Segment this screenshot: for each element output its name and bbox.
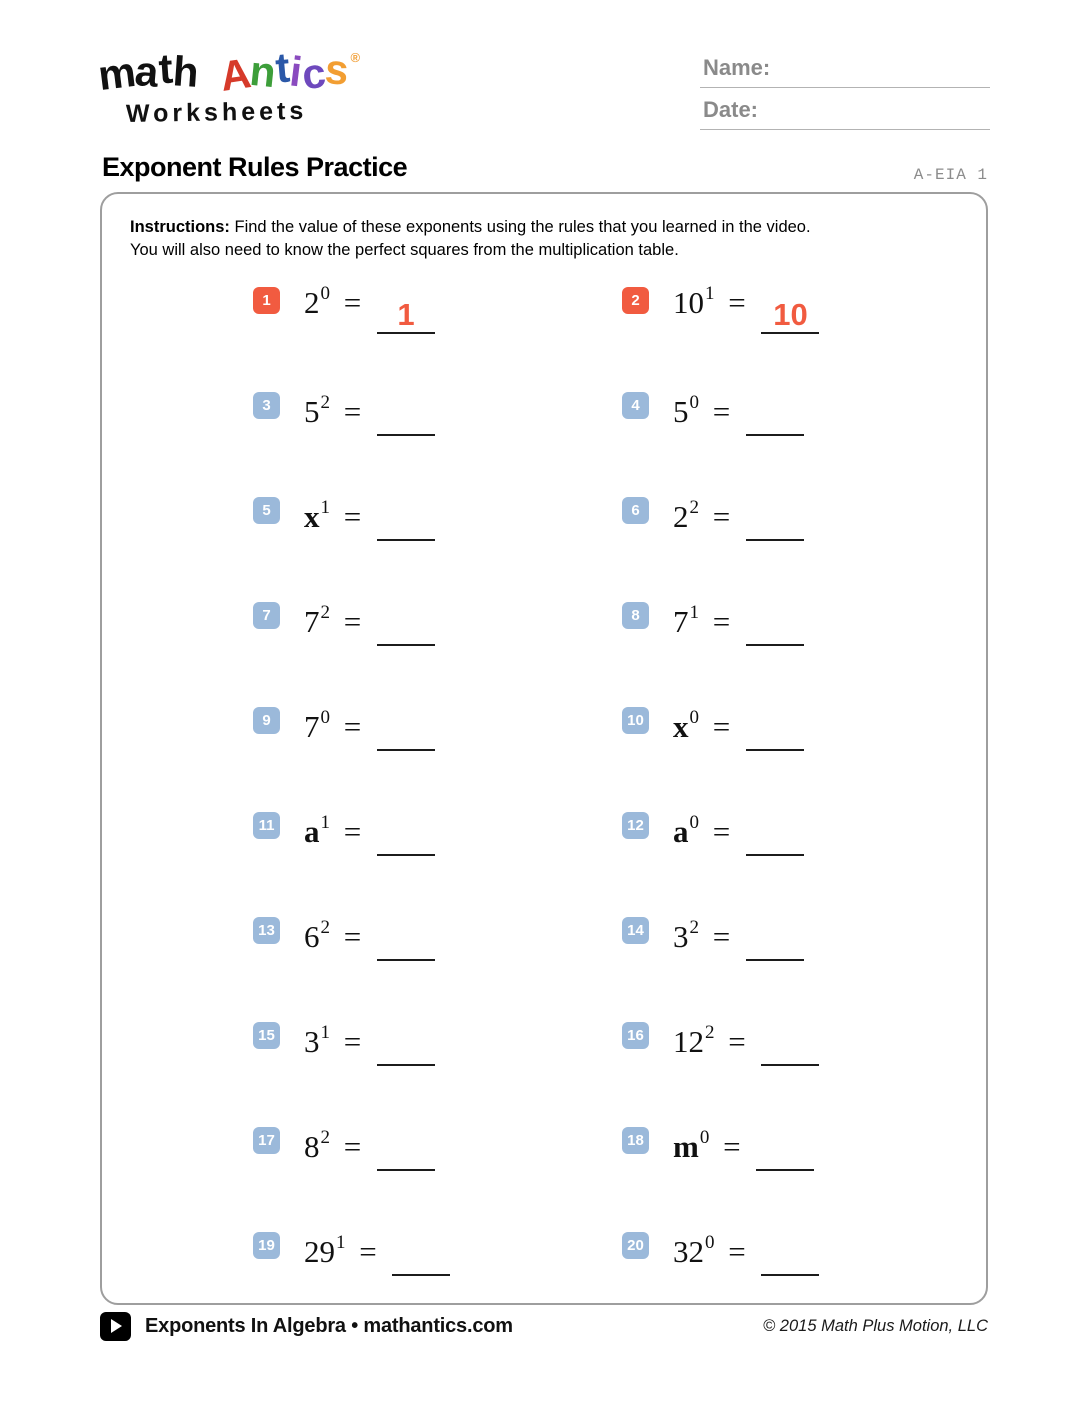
problem-expression [304,592,435,640]
problem-cell [544,668,986,773]
exponent-power: 2 [689,917,699,939]
registered-trademark-symbol: ® [350,50,361,65]
equals-sign: = [336,813,369,849]
problem-number-badge: 5 [253,497,280,524]
equals-sign: = [336,708,369,744]
problem-cell [102,1088,544,1193]
problem-expression [673,382,804,430]
equals-sign: = [336,918,369,954]
logo-letter: t [156,44,175,93]
exponent-base: m [673,1128,699,1164]
exponent-power: 1 [320,812,330,834]
problem-cell [544,563,986,668]
problem-cell [102,458,544,563]
problem-number-badge: 17 [253,1127,280,1154]
problem-number-badge: 16 [622,1022,649,1049]
play-triangle-icon [111,1319,122,1333]
answer-blank[interactable] [746,709,804,751]
problem-cell [544,353,986,458]
instructions-line1: Find the value of these exponents using the rules that you learned in the video. [234,218,811,236]
logo-letter: A [217,49,254,100]
footer-video-reference [145,1315,513,1338]
worksheet-code: A-EIA 1 [913,166,988,184]
exponent-base: 5 [673,393,689,429]
equals-sign: = [336,1023,369,1059]
exponent-base: 10 [673,284,704,320]
logo-letter: c [299,48,328,99]
footer-separator-bullet: • [351,1315,359,1337]
problem-number-badge: 9 [253,707,280,734]
answer-blank[interactable] [377,709,435,751]
exponent-base: 7 [304,708,320,744]
equals-sign: = [336,603,369,639]
problems-section [102,248,986,1298]
date-input-line[interactable] [700,129,990,130]
exponent-base: 7 [304,603,320,639]
answer-blank[interactable] [761,1234,819,1276]
problem-cell [544,983,986,1088]
problem-expression [673,1012,819,1060]
math-antics-logo [95,43,361,129]
answer-blank[interactable] [377,499,435,541]
handwritten-answer: 10 [773,296,808,332]
problem-expression [673,1222,819,1270]
problem-expression [673,592,804,640]
exponent-power: 1 [689,602,699,624]
answer-blank[interactable] [761,292,819,334]
problem-number-badge: 8 [622,602,649,629]
exponent-power: 2 [689,497,699,519]
equals-sign: = [705,498,738,534]
logo-letter: a [133,47,161,96]
exponent-power: 0 [689,707,699,729]
problem-expression [304,697,435,745]
problem-number-badge: 3 [253,392,280,419]
logo-worksheets-label: Worksheets [125,96,308,129]
exponent-power: 0 [699,1127,710,1149]
problems-grid [102,248,986,1298]
logo-math-word [95,44,201,100]
answer-blank[interactable] [756,1129,814,1171]
exponent-base: a [673,813,689,849]
problem-number-badge: 12 [622,812,649,839]
answer-blank[interactable] [377,604,435,646]
problem-expression [304,802,435,850]
problem-cell [544,458,986,563]
answer-blank[interactable] [377,292,435,334]
equals-sign: = [705,393,738,429]
logo-wordmark [95,43,361,100]
equals-sign: = [715,1128,749,1164]
problem-cell [102,353,544,458]
footer [100,1312,988,1341]
footer-site-link[interactable]: mathantics.com [363,1315,513,1337]
name-label: Name: [703,55,771,80]
exponent-base: 29 [304,1233,335,1269]
problem-cell [544,1193,986,1298]
problem-cell [102,563,544,668]
problem-expression [304,1222,450,1270]
answer-blank[interactable] [746,394,804,436]
exponent-base: 3 [304,1023,320,1059]
problem-cell [102,1193,544,1298]
name-input-line[interactable] [700,87,990,88]
logo-letter: i [287,47,305,96]
equals-sign: = [720,284,754,320]
worksheet-body-box [100,192,988,1305]
problem-cell [102,668,544,773]
problem-cell [102,983,544,1088]
exponent-base: 2 [304,284,320,320]
problem-cell [544,773,986,878]
problem-number-badge: 10 [622,707,649,734]
exponent-base: 7 [673,603,689,639]
exponent-power: 1 [320,1022,330,1044]
equals-sign: = [351,1233,385,1269]
handwritten-answer: 1 [397,296,415,332]
play-video-icon [100,1312,131,1341]
exponent-power: 2 [320,392,330,414]
footer-video-title: Exponents In Algebra [145,1315,346,1337]
answer-blank[interactable] [746,499,804,541]
equals-sign: = [720,1233,754,1269]
problem-cell [544,1088,986,1193]
answer-blank[interactable] [746,919,804,961]
problem-expression [673,907,804,955]
answer-blank[interactable] [377,1024,435,1066]
equals-sign: = [705,708,738,744]
page-title: Exponent Rules Practice [102,152,408,182]
problem-number-badge: 18 [622,1127,649,1154]
answer-blank[interactable] [746,814,804,856]
problem-cell [102,773,544,878]
instructions-line2: You will also need to know the perfect squares from the multiplication table. [130,241,679,259]
answer-blank[interactable] [377,394,435,436]
exponent-power: 2 [705,1022,715,1044]
problem-expression [304,382,435,430]
problem-cell [102,248,544,353]
problem-number-badge: 2 [622,287,649,314]
name-row [700,55,990,97]
problem-number-badge: 11 [253,812,280,839]
problem-cell [544,878,986,983]
logo-antics-word [217,43,351,100]
equals-sign: = [336,284,369,320]
exponent-power: 0 [320,707,330,729]
equals-sign: = [336,1128,369,1164]
exponent-base: x [304,498,320,534]
date-row [700,97,990,139]
problem-number-badge: 1 [253,287,280,314]
logo-letter: h [171,47,201,96]
exponent-power: 0 [320,283,330,305]
problem-expression [673,280,819,332]
answer-blank[interactable] [377,1129,435,1171]
exponent-power: 2 [320,602,330,624]
exponent-power: 1 [336,1232,346,1254]
problem-number-badge: 6 [622,497,649,524]
exponent-base: a [304,813,320,849]
problem-expression [304,1012,435,1060]
exponent-base: 8 [304,1128,320,1164]
exponent-base: x [673,708,689,744]
problem-cell [102,878,544,983]
problem-number-badge: 14 [622,917,649,944]
equals-sign: = [705,603,738,639]
date-label: Date: [703,97,759,122]
instructions-label: Instructions: [130,218,230,236]
logo-letter: m [95,47,139,100]
exponent-power: 2 [320,1127,330,1149]
answer-blank[interactable] [377,814,435,856]
student-id-block [700,55,990,139]
logo-letter: n [248,46,279,97]
equals-sign: = [336,393,369,429]
equals-sign: = [720,1023,754,1059]
logo-letter: t [273,43,292,92]
exponent-base: 2 [673,498,689,534]
problem-expression [673,802,804,850]
answer-blank[interactable] [377,919,435,961]
exponent-power: 1 [705,283,715,305]
exponent-base: 6 [304,918,320,954]
problem-number-badge: 4 [622,392,649,419]
answer-blank[interactable] [761,1024,819,1066]
problem-number-badge: 15 [253,1022,280,1049]
exponent-power: 0 [689,812,699,834]
exponent-power: 0 [689,392,699,414]
problem-number-badge: 19 [253,1232,280,1259]
problem-expression [304,1117,435,1165]
problem-cell [544,248,986,353]
exponent-base: 5 [304,393,320,429]
answer-blank[interactable] [746,604,804,646]
problem-expression [304,907,435,955]
equals-sign: = [705,918,738,954]
exponent-power: 0 [705,1232,715,1254]
problem-number-badge: 13 [253,917,280,944]
answer-blank[interactable] [392,1234,450,1276]
exponent-base: 12 [673,1023,704,1059]
problem-expression [673,487,804,535]
logo-letter: s [323,45,351,94]
exponent-power: 1 [320,497,330,519]
exponent-base: 3 [673,918,689,954]
exponent-base: 32 [673,1233,704,1269]
problem-expression [673,1117,814,1165]
equals-sign: = [705,813,738,849]
problem-number-badge: 20 [622,1232,649,1259]
problem-expression [673,697,804,745]
equals-sign: = [336,498,369,534]
problem-expression [304,487,435,535]
exponent-power: 2 [320,917,330,939]
problem-expression [304,280,435,332]
copyright-notice: © 2015 Math Plus Motion, LLC [763,1317,988,1335]
problem-number-badge: 7 [253,602,280,629]
